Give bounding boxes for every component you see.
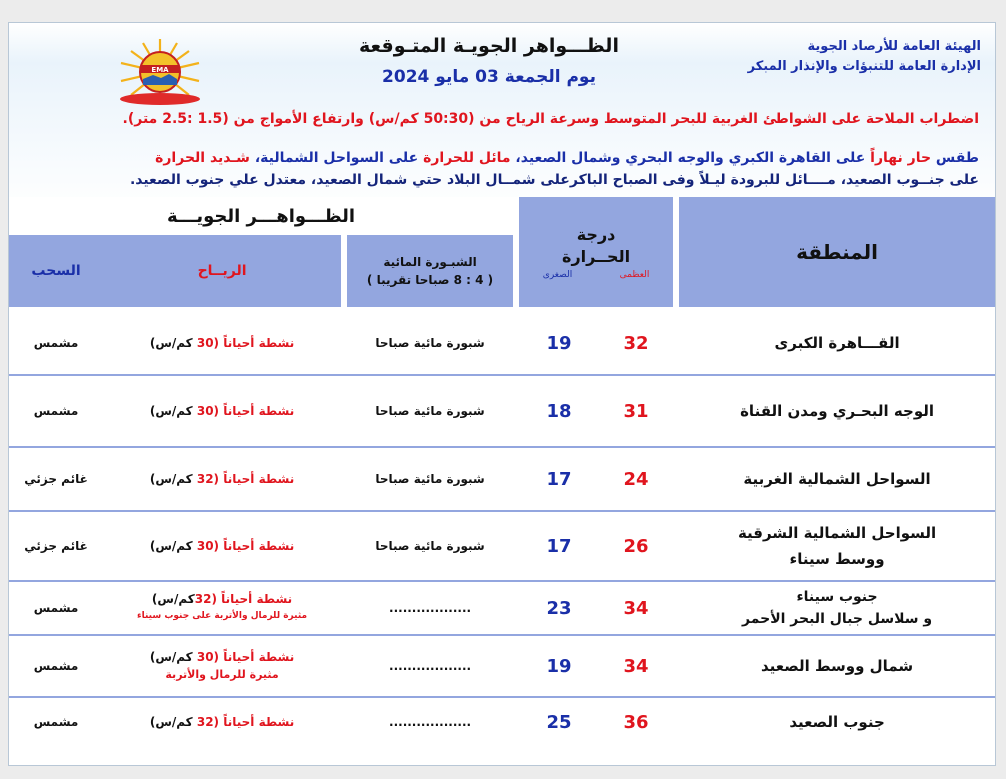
ema-logo-icon (117, 37, 203, 107)
forecast-part: طقس (931, 150, 979, 166)
wind-value: نشطة أحياناً (32 كم/س) (103, 698, 341, 746)
forecast-part: على القاهرة الكبري والوجه البحري وشمال الصعيد، (510, 150, 871, 166)
table-row (9, 448, 995, 510)
cloud-value: مشمس (9, 376, 103, 446)
region-name: جنوب الصعيد (679, 698, 995, 746)
fog-value: شبورة مائية صباحا (347, 376, 513, 446)
logo-text: EMA (151, 66, 169, 74)
cloud-header: السحب (31, 263, 81, 279)
cloud-value: مشمس (9, 582, 103, 634)
max-temp-label: العظمى (619, 270, 650, 280)
wind-note: مثيرة للرمال والأتربة (165, 668, 279, 681)
fog-header-title: الشبـورة المائية (383, 255, 477, 269)
fog-value: شبورة مائية صباحا (347, 512, 513, 580)
temperature-header-line1: درجة (576, 225, 616, 244)
wind-value: نشطة أحياناً (30 كم/س) (103, 512, 341, 580)
forecast-text (29, 147, 979, 191)
table-row (9, 698, 995, 746)
min-temp-label: الصغرى (542, 270, 573, 280)
forecast-part-hot: مائل للحرارة (423, 150, 511, 166)
max-temp: 34 (599, 582, 673, 634)
temperature-header-line2: الحــرارة (562, 247, 631, 266)
org-department: الإدارة العامة للتنبؤات والإنذار المبكر (747, 59, 981, 74)
page-title: الظـــواهر الجويـة المتـوقعة (359, 35, 619, 57)
forecast-part: معتدل (263, 172, 307, 188)
phenomena-header: الظـــواهـــر الجويـــة (9, 197, 513, 235)
forecast-part-hot: حار نهاراً (870, 150, 932, 166)
region-name: السواحل الشمالية الشرقية ووسط سيناء (679, 512, 995, 580)
region-name: السواحل الشمالية الغربية (679, 448, 995, 510)
min-temp: 18 (519, 376, 599, 446)
min-temp: 19 (519, 312, 599, 374)
fog-header (347, 235, 513, 307)
region-header: المنطقة (796, 240, 879, 264)
min-temp: 19 (519, 636, 599, 696)
fog-value: شبورة مائية صباحا (347, 448, 513, 510)
forecast-part: على السواحل الشمالية، (249, 150, 424, 166)
region-name: الوجه البحـري ومدن القناة (679, 376, 995, 446)
temperature-header (519, 197, 673, 307)
wind-value: نشطة أحياناً (32كم/س) مثيرة للرمال والأتربة على جنوب سيناء (103, 582, 341, 634)
max-temp: 24 (599, 448, 673, 510)
organization-block (731, 37, 981, 77)
min-temp: 17 (519, 448, 599, 510)
fog-value: .................. (347, 582, 513, 634)
table-row (9, 376, 995, 446)
table-row (9, 636, 995, 696)
wind-value: نشطة أحياناً (30 كم/س) (103, 312, 341, 374)
forecast-date: يوم الجمعة 03 مايو 2024 (382, 67, 596, 87)
table-row (9, 512, 995, 580)
max-temp: 36 (599, 698, 673, 746)
cloud-value: مشمس (9, 636, 103, 696)
forecast-table (9, 197, 995, 746)
cloud-value: مشمس (9, 312, 103, 374)
wind-value: نشطة أحياناً (30 كم/س) (103, 376, 341, 446)
table-row (9, 582, 995, 634)
forecast-part: مــــائل للبرودة (730, 172, 836, 188)
max-temp: 26 (599, 512, 673, 580)
region-name: شمال ووسط الصعيد (679, 636, 995, 696)
region-name: جنوب سيناء و سلاسل جبال البحر الأحمر (679, 582, 995, 634)
region-name: القـــاهرة الكبرى (679, 312, 995, 374)
forecast-part: علي جنوب الصعيد. (129, 172, 264, 188)
wind-value: نشطة أحياناً (30 كم/س) مثيرة للرمال والأتربة (103, 636, 341, 696)
min-temp: 25 (519, 698, 599, 746)
forecast-part: ليـلاً وفى الصباح الباكرعلى شمــال البلاد حتي شمال الصعيد، (306, 172, 731, 188)
min-temp: 17 (519, 512, 599, 580)
fog-value: .................. (347, 636, 513, 696)
cloud-value: مشمس (9, 698, 103, 746)
table-row (9, 312, 995, 374)
bulletin-card (8, 22, 996, 766)
wind-note: مثيرة للرمال والأتربة على جنوب سيناء (137, 611, 308, 621)
fog-value: شبورة مائية صباحا (347, 312, 513, 374)
max-temp: 34 (599, 636, 673, 696)
cloud-value: غائم جزئي (9, 448, 103, 510)
table-header-row (9, 197, 995, 235)
wind-value: نشطة أحياناً (32 كم/س) (103, 448, 341, 510)
marine-warning: اضطراب الملاحة على الشواطئ الغربية للبحر المتوسط وسرعة الرياح من (50:30 كم/س) وارتفاع الأمواج من (1.5 :2.5 متر). (122, 111, 979, 127)
min-temp: 23 (519, 582, 599, 634)
wind-header: الريــاح (197, 263, 247, 279)
fog-value: .................. (347, 698, 513, 746)
forecast-part-hot: شـديد الحرارة (155, 150, 250, 166)
forecast-part: على جنــوب الصعيد، (835, 172, 979, 188)
fog-header-time: ( 4 : 8 صباحا تقريبا ) (366, 273, 494, 287)
org-name: الهيئة العامة للأرصاد الجوية (807, 39, 981, 54)
max-temp: 32 (599, 312, 673, 374)
cloud-value: غائم جزئي (9, 512, 103, 580)
max-temp: 31 (599, 376, 673, 446)
